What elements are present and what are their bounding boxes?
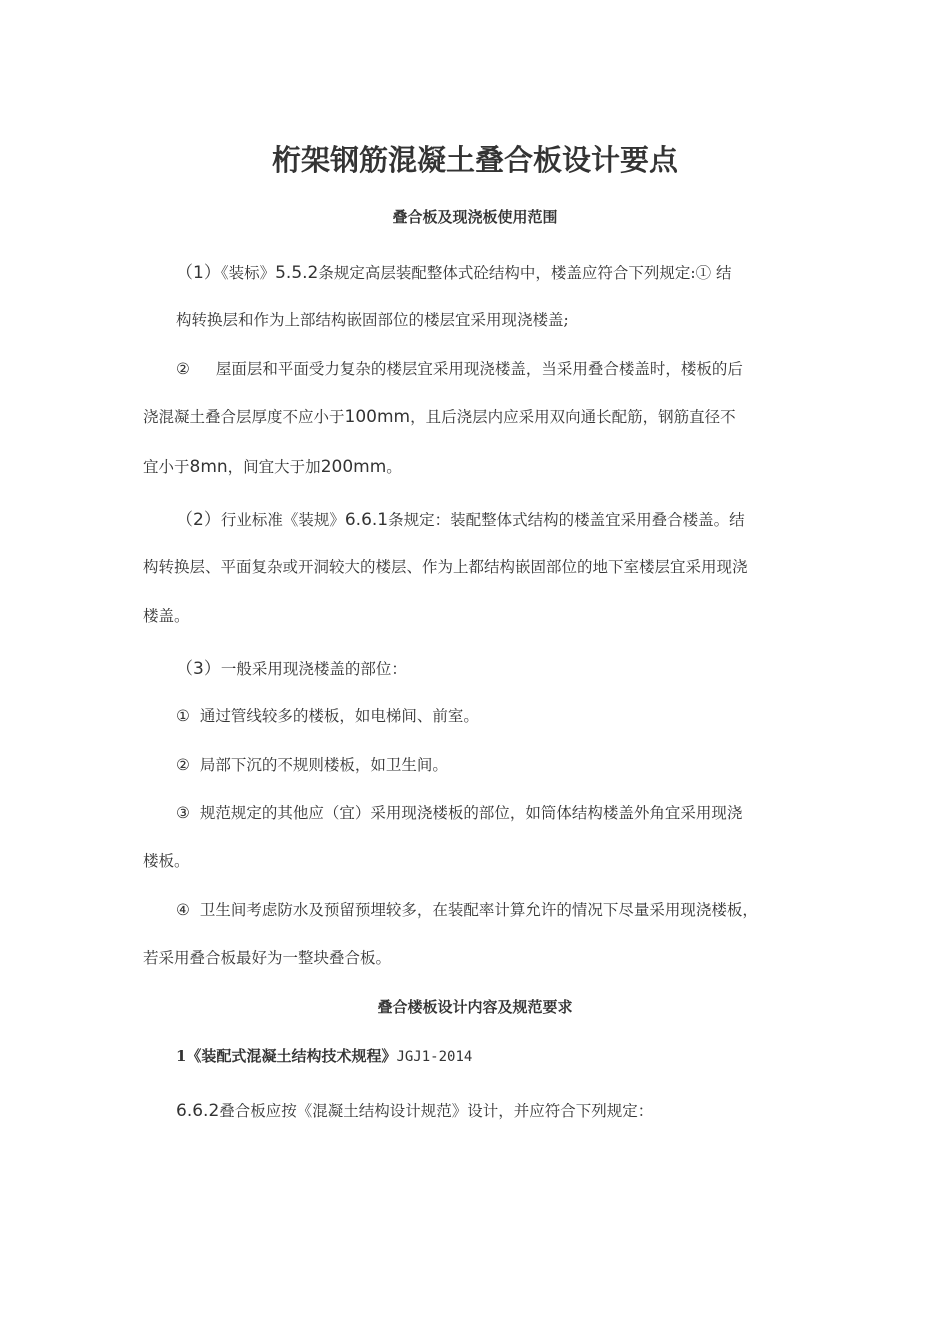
text-span: 《装标》 bbox=[220, 264, 276, 282]
section-heading-usage-scope: 叠合板及现浇板使用范围 bbox=[392, 208, 558, 226]
paragraph-2-line-1 bbox=[176, 505, 745, 530]
list-item-3-line-1 bbox=[176, 801, 742, 823]
list-marker: ④ bbox=[176, 901, 190, 919]
list-marker: ① bbox=[176, 707, 190, 725]
paragraph-number: （3） bbox=[176, 659, 221, 679]
list-marker: ③ bbox=[176, 804, 190, 822]
text-span: 浇混凝土叠合层厚度不应小于 bbox=[143, 408, 345, 426]
paragraph-2-line-2: 构转换层、平面复杂或开洞较大的楼层、作为上都结构嵌固部位的地下室楼层宜采用现浇 bbox=[143, 558, 748, 576]
text-span: 行业标准《装规》 bbox=[220, 511, 345, 529]
clause-number: 6.6.1 bbox=[344, 510, 389, 530]
text-span: 。 bbox=[386, 458, 402, 476]
text-span: 宜小于 bbox=[143, 458, 190, 476]
text-span: 条规定高层装配整体式砼结构中，楼盖应符合下列规定:① 结 bbox=[318, 264, 732, 282]
paragraph-1b-line-1 bbox=[176, 357, 743, 379]
text-span: ，间宜大于加 bbox=[227, 458, 321, 476]
text-span: 局部下沉的不规则楼板，如卫生间。 bbox=[199, 756, 448, 774]
value-span: 100mm bbox=[344, 407, 411, 427]
clause-6-6-2 bbox=[176, 1099, 653, 1121]
list-item-4-line-2: 若采用叠合板最好为一整块叠合板。 bbox=[143, 949, 392, 967]
paragraph-number: （1） bbox=[176, 263, 221, 283]
text-span: 叠合板应按《混凝土结构设计规范》设计，并应符合下列规定： bbox=[219, 1102, 654, 1120]
text-span: ，且后浇层内应采用双向通长配筋，钢筋直径不 bbox=[410, 408, 736, 426]
value-span: 8mn bbox=[189, 457, 228, 477]
section-heading-design-requirements: 叠合楼板设计内容及规范要求 bbox=[377, 998, 573, 1016]
text-span: 条规定：装配整体式结构的楼盖宜采用叠合楼盖。结 bbox=[388, 511, 745, 529]
text-span: 规范规定的其他应（宜）采用现浇楼板的部位，如筒体结构楼盖外角宜采用现浇 bbox=[199, 804, 743, 822]
paragraph-1-line-2: 构转换层和作为上部结构嵌固部位的楼层宜采用现浇楼盖; bbox=[176, 311, 569, 329]
clause-number: 5.5.2 bbox=[275, 263, 319, 283]
list-marker: ② bbox=[176, 756, 190, 774]
paragraph-number: （2） bbox=[176, 510, 221, 530]
list-item-4-line-1 bbox=[176, 898, 758, 920]
clause-number: 6.6.2 bbox=[176, 1101, 220, 1121]
reference-title: 1《装配式混凝土结构技术规程》 bbox=[176, 1047, 397, 1065]
text-span: 屋面层和平面受力复杂的楼层宜采用现浇楼盖，当采用叠合楼盖时，楼板的后 bbox=[215, 360, 743, 378]
list-marker: ② bbox=[176, 360, 190, 378]
list-item-3-line-2: 楼板。 bbox=[143, 852, 190, 870]
text-span: 通过管线较多的楼板，如电梯间、前室。 bbox=[199, 707, 479, 725]
paragraph-1b-line-2 bbox=[143, 405, 736, 427]
list-item-1 bbox=[176, 704, 479, 726]
text-span: 卫生间考虑防水及预留预埋较多，在装配率计算允许的情况下尽量采用现浇楼板， bbox=[199, 901, 758, 919]
list-item-2 bbox=[176, 753, 448, 775]
paragraph-3 bbox=[176, 654, 407, 679]
reference-standard bbox=[176, 1045, 472, 1066]
text-span: 一般采用现浇楼盖的部位： bbox=[220, 660, 407, 678]
reference-code: JGJ1-2014 bbox=[396, 1049, 473, 1065]
paragraph-2-line-3: 楼盖。 bbox=[143, 607, 190, 625]
paragraph-1-line-1 bbox=[176, 258, 732, 283]
document-title: 桁架钢筋混凝土叠合板设计要点 bbox=[271, 143, 678, 177]
value-span: 200mm bbox=[320, 457, 387, 477]
paragraph-1b-line-3 bbox=[143, 455, 402, 477]
